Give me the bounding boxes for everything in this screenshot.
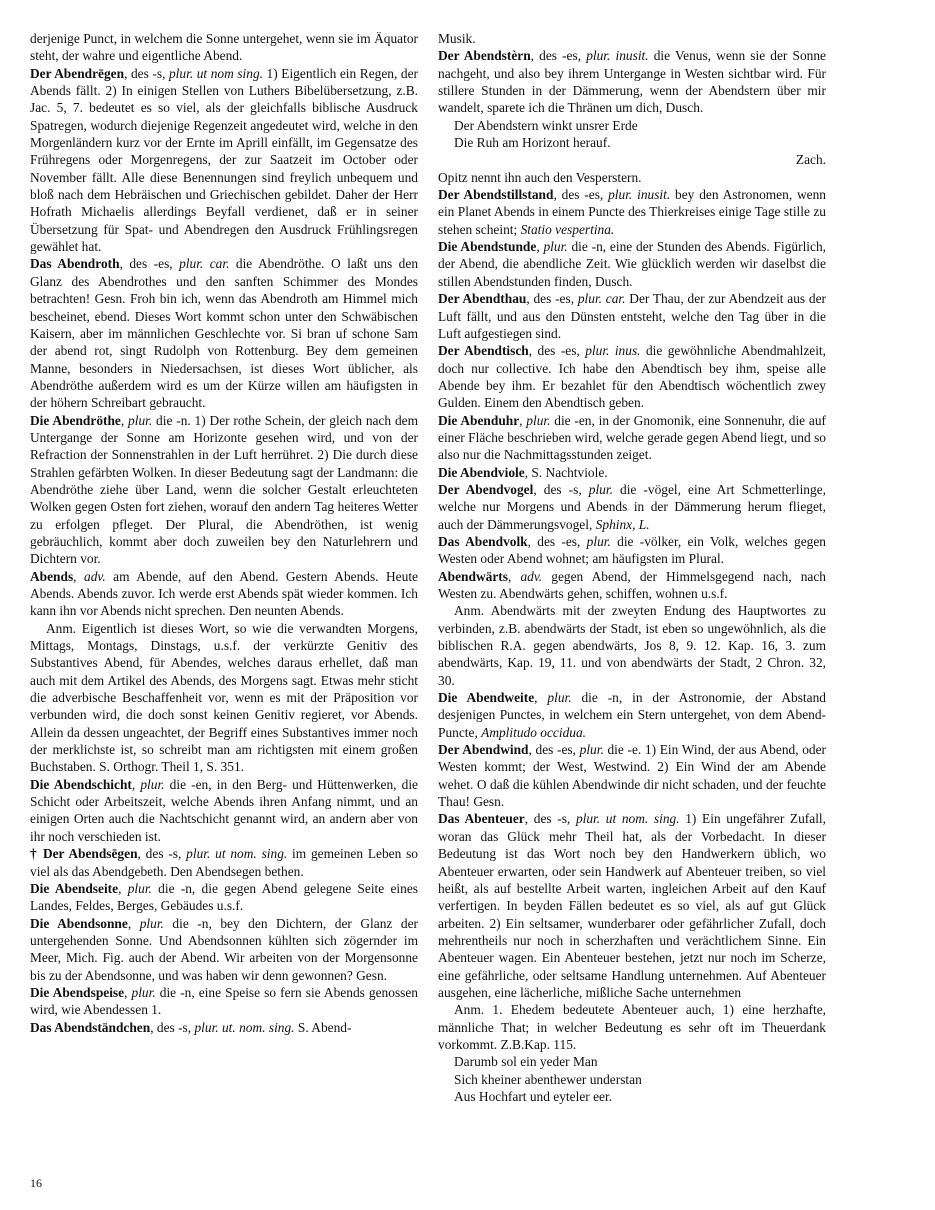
entry-grammar-prefix: , des -es,: [528, 343, 586, 359]
grammar-note: plur. car.: [179, 256, 230, 272]
grammar-note: plur.: [547, 690, 572, 706]
entry-grammar-prefix: , des -es,: [526, 291, 578, 307]
grammar-note: plur. ut nom sing.: [168, 65, 263, 81]
entry-grammar-prefix: , des -s,: [524, 811, 576, 827]
entry-definition: gegen Abend, der Himmelsgegend nach, nach Westen zu. Abendwärts gehen, schiffen, wohnen u.s.f.: [438, 568, 826, 601]
headword: Die Abendviole: [438, 464, 525, 480]
headword: Der Abendvogel: [438, 481, 534, 497]
dictionary-entry: [438, 464, 826, 481]
entry-definition: die -n, bey den Dichtern, der Glanz der untergehenden Sonne. Und Abendsonnen kühlten sich zögernder im Meer, Mich. Fig. auch der Abend. Wir arbeiten von der Morgensonne bis zu der Abendsonne, und was haben wir denn gewonnen? Gesn.: [30, 915, 418, 983]
grammar-note: plur. inus.: [585, 343, 641, 359]
grammar-note: plur. ut. nom. sing.: [194, 1019, 295, 1035]
annotation: Anm. Eigentlich ist dieses Wort, so wie die verwandten Morgens, Mittags, Montags, Dinstags, u.s.f. der verkürzte Genitiv des Substantives Abend, für Abendes, welches daraus erhellet, daß man auch mit dem Artikel des Abends, des Morgens sagt. Etwas mehr sticht die adverbische Beschaffenheit vor, wenn es mit der Präposition vor verbunden wird, die doch sonst keinen Genitiv regieret, vor Abends. Allein da dessen ungeachtet, der Begriff eines Substantives immer noch der merklichste ist, so schreibt man am richtigsten mit einem großen Buchstaben. S. Orthogr. Theil 1, S. 351.: [30, 620, 418, 775]
dictionary-entry: [30, 412, 418, 568]
headword: Die Abendsonne: [30, 915, 128, 931]
entry-grammar-prefix: , des -s,: [137, 846, 187, 862]
entry-definition: die -en, in den Berg- und Hüttenwerken, die Schicht oder Arbeitszeit, welche Abends ihren Anfang nimmt, und an einigen Orten auch die Nachtschicht genannt wird, an andern aber von ihr noch verschieden ist.: [30, 776, 418, 844]
headword: Der Abendtisch: [438, 343, 529, 359]
dictionary-entry: [438, 186, 826, 238]
entry-definition: die -e. 1) Ein Wind, der aus Abend, oder Westen kommt; der West, Westwind. 2) Ein Wind der am Abende wehet. O daß die kühlen Abendwinde dir nicht schaden, und der feuchte Thau! Gesn.: [438, 742, 827, 810]
left-column: [30, 30, 418, 1036]
entry-definition: die -vögel, eine Art Schmetterlinge, welche nur Morgens und Abends in der Dämmerung herum flieget, auch der Dämmerungsvogel,: [438, 481, 826, 532]
headword: Der Abendrēgen: [30, 65, 125, 81]
continuation-text: derjenige Punct, in welchem die Sonne untergehet, wenn sie im Äquator steht, der wahre und eigentliche Abend.: [30, 31, 418, 64]
page-number: 16: [30, 1176, 42, 1190]
headword: Das Abendroth: [30, 256, 120, 272]
entry-grammar-prefix: ,: [507, 568, 521, 584]
headword: Die Abendweite: [438, 690, 535, 706]
entry-definition: die -völker, ein Volk, welches gegen Westen oder Abend wohnet; am häufigsten im Plural.: [438, 533, 827, 567]
entry-definition: die gewöhnliche Abendmahlzeit, doch nur collective. Ich habe den Abendtisch bey ihm, speise alle Abende bey ihm. Er bezahlet für den Abendtisch wöchentlich zwey Gulden. Einem den Abendtisch geben.: [438, 343, 827, 411]
entry-definition: die Venus, wenn sie der Sonne nachgeht, und also bey ihrem Untergange in Westen sichtbar wird. Für stillere Stunden in der Dämmerung, wenn der Abendstern über mir wandelt, sparete ich die Thränen um dich, Dusch.: [438, 48, 826, 116]
dictionary-entry: [438, 533, 826, 568]
latin-term: Statio vespertina.: [520, 221, 615, 237]
entry-grammar-prefix: ,: [534, 690, 548, 706]
dictionary-entry: [30, 915, 418, 984]
entry-definition: die -n, die gegen Abend gelegene Seite eines Landes, Feldes, Berges, Gebäudes u.s.f.: [30, 880, 418, 914]
entry-grammar-prefix: , des -es,: [527, 533, 587, 549]
entry-grammar-prefix: ,: [131, 776, 141, 792]
entry-grammar-prefix: ,: [127, 915, 140, 931]
entry-definition: 1) Eigentlich ein Regen, der Abends fällt. 2) In einigen Stellen von Luthers Bibelübersetzung, z.B. Jac. 5, 7. bedeutet es so viel, als der gleichfalls biblische Ausdruck Spatregen, wodurch diejenige Regenzeit angedeutet wird, welche in den Morgenländern kurz vor der Ernte im Aprill einfällt, im Gegensatze des Frühregens oder Morgenregens, der zur Saatzeit im October oder November fällt. Alle diese Benennungen sind freylich unbequem und bloß nach dem Hebräischen und Griechischen gebildet. Daher der Herr Hofrath Michaelis allerdings Beyfall verdienet, daß er in seiner Übersetzung für Spat- und Abendregen den Ausdruck Frühlingsregen gewählet hat.: [30, 65, 419, 255]
dictionary-entry: [30, 984, 418, 1019]
entry-definition: die -n, eine Speise so fern sie Abends genossen wird, wie Abendessen 1.: [30, 984, 418, 1018]
headword: Der Abendstillstand: [438, 187, 554, 203]
headword: Die Abendschicht: [30, 776, 132, 792]
verse-line: Darumb sol ein yeder Man: [454, 1054, 598, 1070]
entry-definition: die -en, in der Gnomonik, eine Sonnenuhr, die auf einer Fläche beschrieben wird, welche gerade gegen Abend liegt, und so also nur die Nachmittagsstunden zeiget.: [438, 412, 826, 463]
grammar-note: plur.: [526, 412, 551, 428]
headword: Abendwärts: [438, 568, 508, 584]
entry-definition: S. Abend-: [294, 1019, 352, 1035]
grammar-note: plur. inusit.: [608, 187, 671, 203]
right-column: [438, 30, 826, 1105]
grammar-note: plur.: [140, 776, 165, 792]
entry-definition: bey den Astronomen, wenn ein Planet Abends in einem Puncte des Thierkreises einige Tage stille zu stehen scheint;: [438, 187, 826, 237]
headword: Die Abendstunde: [438, 239, 537, 255]
entry-definition: die -n. 1) Der rothe Schein, der gleich nach dem Untergange der Sonne am Horizonte gesehen wird, und von der Refraction der Sonnenstrahlen in der Luft herrühret. 2) Die durch diese Strahlen gefärbten Wolken. In dieser Bedeutung sagt der Landmann: die Abendröthe ziehe über Land, wenn die solcher Gestalt erleuchteten Wolken gegen Osten fort ziehen, worauf den andern Tag heiteres Wetter zu erfolgen pfleget. Der Plural, die Abendröthen, ist wenig gebräuchlich, kommt aber doch zuweilen bey den Naturlehrern und Dichtern vor.: [30, 412, 418, 567]
entry-definition: die Abendröthe. O laßt uns den Glanz des Abendrothes und den sanften Schimmer des Mondes betrachten! Gesn. Froh bin ich, wenn das Abendroth am Himmel mich bescheinet, ebend. Dieses Wort kommt schon unter den Schwäbischen Kaisern, aber im männlichen Geschlechte vor. Si bran uf schone Sam der abend rot, singt Rudolph von Rottenburg. Bey dem gemeinen Manne, besonders in Niedersachsen, ist dieses Wort üblicher, als Abendröthe außerdem wird es um der Kürze willen am häufigsten in der höhern Schreibart gebraucht.: [30, 256, 419, 411]
dictionary-entry: [30, 1019, 418, 1036]
entry-grammar-prefix: , des -es,: [119, 256, 180, 272]
grammar-note: plur.: [139, 915, 164, 931]
entry-definition: S. Nachtviole.: [531, 464, 608, 480]
headword: Das Abenteuer: [438, 811, 525, 827]
dictionary-entry: [438, 741, 826, 810]
headword: † Der Abendsēgen: [30, 846, 138, 862]
headword: Der Abendstèrn: [438, 48, 531, 64]
entry-grammar-prefix: ,: [124, 984, 132, 1000]
dictionary-entry: [438, 568, 826, 603]
dictionary-entry: [438, 47, 826, 116]
dictionary-entry: [30, 65, 418, 256]
verse-line: Sich kheiner abenthewer understan: [454, 1071, 642, 1087]
dictionary-entry: [438, 342, 826, 411]
annotation: Anm. 1. Ehedem bedeutete Abenteuer auch, 1) eine herzhafte, männliche That; in welcher Bedeutung es sehr oft im Theuerdank vorkommt. Z.B.Kap. 115.: [438, 1002, 826, 1052]
headword: Die Abendröthe: [30, 412, 121, 428]
entry-grammar-prefix: ,: [536, 239, 544, 255]
entry-definition: im gemeinen Leben so viel als das Abendgebeth. Den Abendsegen bethen.: [30, 846, 418, 879]
entry-definition: die -n, in der Astronomie, der Abstand desjenigen Punctes, in welchem ein Stern untergehet, von dem Abend-Puncte,: [438, 690, 826, 740]
citation-source: Zach.: [795, 152, 826, 168]
latin-term: Sphinx, L.: [595, 516, 650, 532]
headword: Das Abendständchen: [30, 1019, 151, 1035]
grammar-note: plur. ut nom. sing.: [186, 846, 288, 862]
headword: Das Abendvolk: [438, 533, 528, 549]
dictionary-entry: [30, 776, 418, 845]
annotation: Anm. Abendwärts mit der zweyten Endung des Hauptwortes zu verbinden, z.B. abendwärts der Stadt, ist eben so ungewöhnlich, als die biblischen R.A. gegen abendwärts, Jos 8, 9. 12. Kap. 16, 3. zum abendwärts, Kap. 19, 11. und von abendwärts der Stadt, 2 Chron. 32, 30.: [438, 603, 826, 688]
dictionary-entry: [30, 880, 418, 915]
grammar-note: adv.: [520, 568, 543, 584]
headword: Die Abendspeise: [30, 984, 125, 1000]
grammar-note: plur.: [579, 742, 604, 758]
dictionary-entry: [30, 845, 418, 880]
grammar-note: adv.: [84, 568, 106, 584]
headword: Die Abenduhr: [438, 412, 520, 428]
entry-grammar-prefix: , des -es,: [530, 48, 587, 64]
entry-grammar-prefix: ,: [120, 412, 129, 428]
entry-grammar-prefix: , des -es,: [528, 742, 580, 758]
grammar-note: plur.: [127, 880, 152, 896]
entry-grammar-prefix: , des -s,: [150, 1019, 195, 1035]
dictionary-entry: [438, 412, 826, 464]
entry-grammar-prefix: ,: [519, 412, 527, 428]
verse-line: Die Ruh am Horizont herauf.: [454, 135, 611, 151]
latin-term: Amplitudo occidua.: [481, 724, 587, 740]
verse-line: Der Abendstern winkt unsrer Erde: [454, 117, 638, 133]
dictionary-entry: [30, 255, 418, 411]
entry-grammar-prefix: ,: [73, 568, 84, 584]
continuation-text: Opitz nennt ihn auch den Vesperstern.: [438, 169, 642, 185]
continuation-text: Musik.: [438, 31, 476, 46]
grammar-note: plur.: [131, 984, 156, 1000]
dictionary-entry: [438, 810, 826, 1001]
dictionary-entry: [438, 238, 826, 290]
grammar-note: plur. inusit.: [586, 48, 649, 64]
headword: Die Abendseite: [30, 880, 119, 896]
entry-grammar-prefix: , des -es,: [553, 187, 609, 203]
grammar-note: plur.: [128, 412, 153, 428]
entry-grammar-prefix: ,: [524, 464, 532, 480]
dictionary-entry: [438, 290, 826, 342]
grammar-note: plur. ut nom. sing.: [575, 811, 680, 827]
dictionary-entry: [438, 689, 826, 741]
entry-definition: 1) Ein ungefährer Zufall, woran das Glück mehr Theil hat, als der Vorbedacht. In dieser Bedeutung ist das Wort noch bey den Handwerkern üblich, wo Abenteuer erwarten, oder sein Handwerk auf Abenteuer treiben, so viel heißt, als auf bestellte Arbeit warten, ingleichen Arbeit auf den Kauf verfertigen. In beyden Fällen bedeutet es so viel, als auf gut Glück arbeiten. 2) Ein seltsamer, wunderbarer oder gefährlicher Zufall, doch mehrentheils nur noch in scherzhaften und verächtlichem Sinne. Ein Abenteuer wagen. Ein Abenteuer bestehen, jetzt nur noch im Scherze, eine gefährliche, oder seltsame Handlung unternehmen. Auf Abenteuer ausgehen, eine lächerliche, mißliche Sache unternehmen: [438, 811, 826, 1000]
grammar-note: plur. car.: [577, 291, 626, 307]
entry-definition: die -n, eine der Stunden des Abends. Figürlich, der Abend, die abendliche Zeit. Wie glücklich werden wir daselbst die stillen Abendstunden finden, Dusch.: [438, 239, 827, 289]
verse-line: Aus Hochfart und eyteler eer.: [454, 1088, 613, 1104]
entry-definition: am Abende, auf den Abend. Gestern Abends. Heute Abends. Abends zuvor. Ich werde erst Abends spät wieder kommen. Ich kann ihn vor Abends nicht sprechen. Den neunten Abends.: [30, 568, 418, 619]
dictionary-entry: [438, 481, 826, 533]
entry-definition: Der Thau, der zur Abendzeit aus der Luft fällt, und aus den Dünsten entsteht, welche den Tag über in die Luft aufgestiegen sind.: [438, 291, 827, 341]
grammar-note: plur.: [586, 533, 611, 549]
headword: Der Abendthau: [438, 291, 527, 307]
grammar-note: plur.: [588, 481, 613, 497]
entry-grammar-prefix: , des -s,: [124, 65, 169, 81]
headword: Abends: [30, 568, 74, 584]
dictionary-entry: [30, 568, 418, 620]
entry-grammar-prefix: , des -s,: [533, 481, 589, 497]
grammar-note: plur.: [543, 239, 568, 255]
headword: Der Abendwind: [438, 742, 529, 758]
entry-grammar-prefix: ,: [118, 880, 128, 896]
